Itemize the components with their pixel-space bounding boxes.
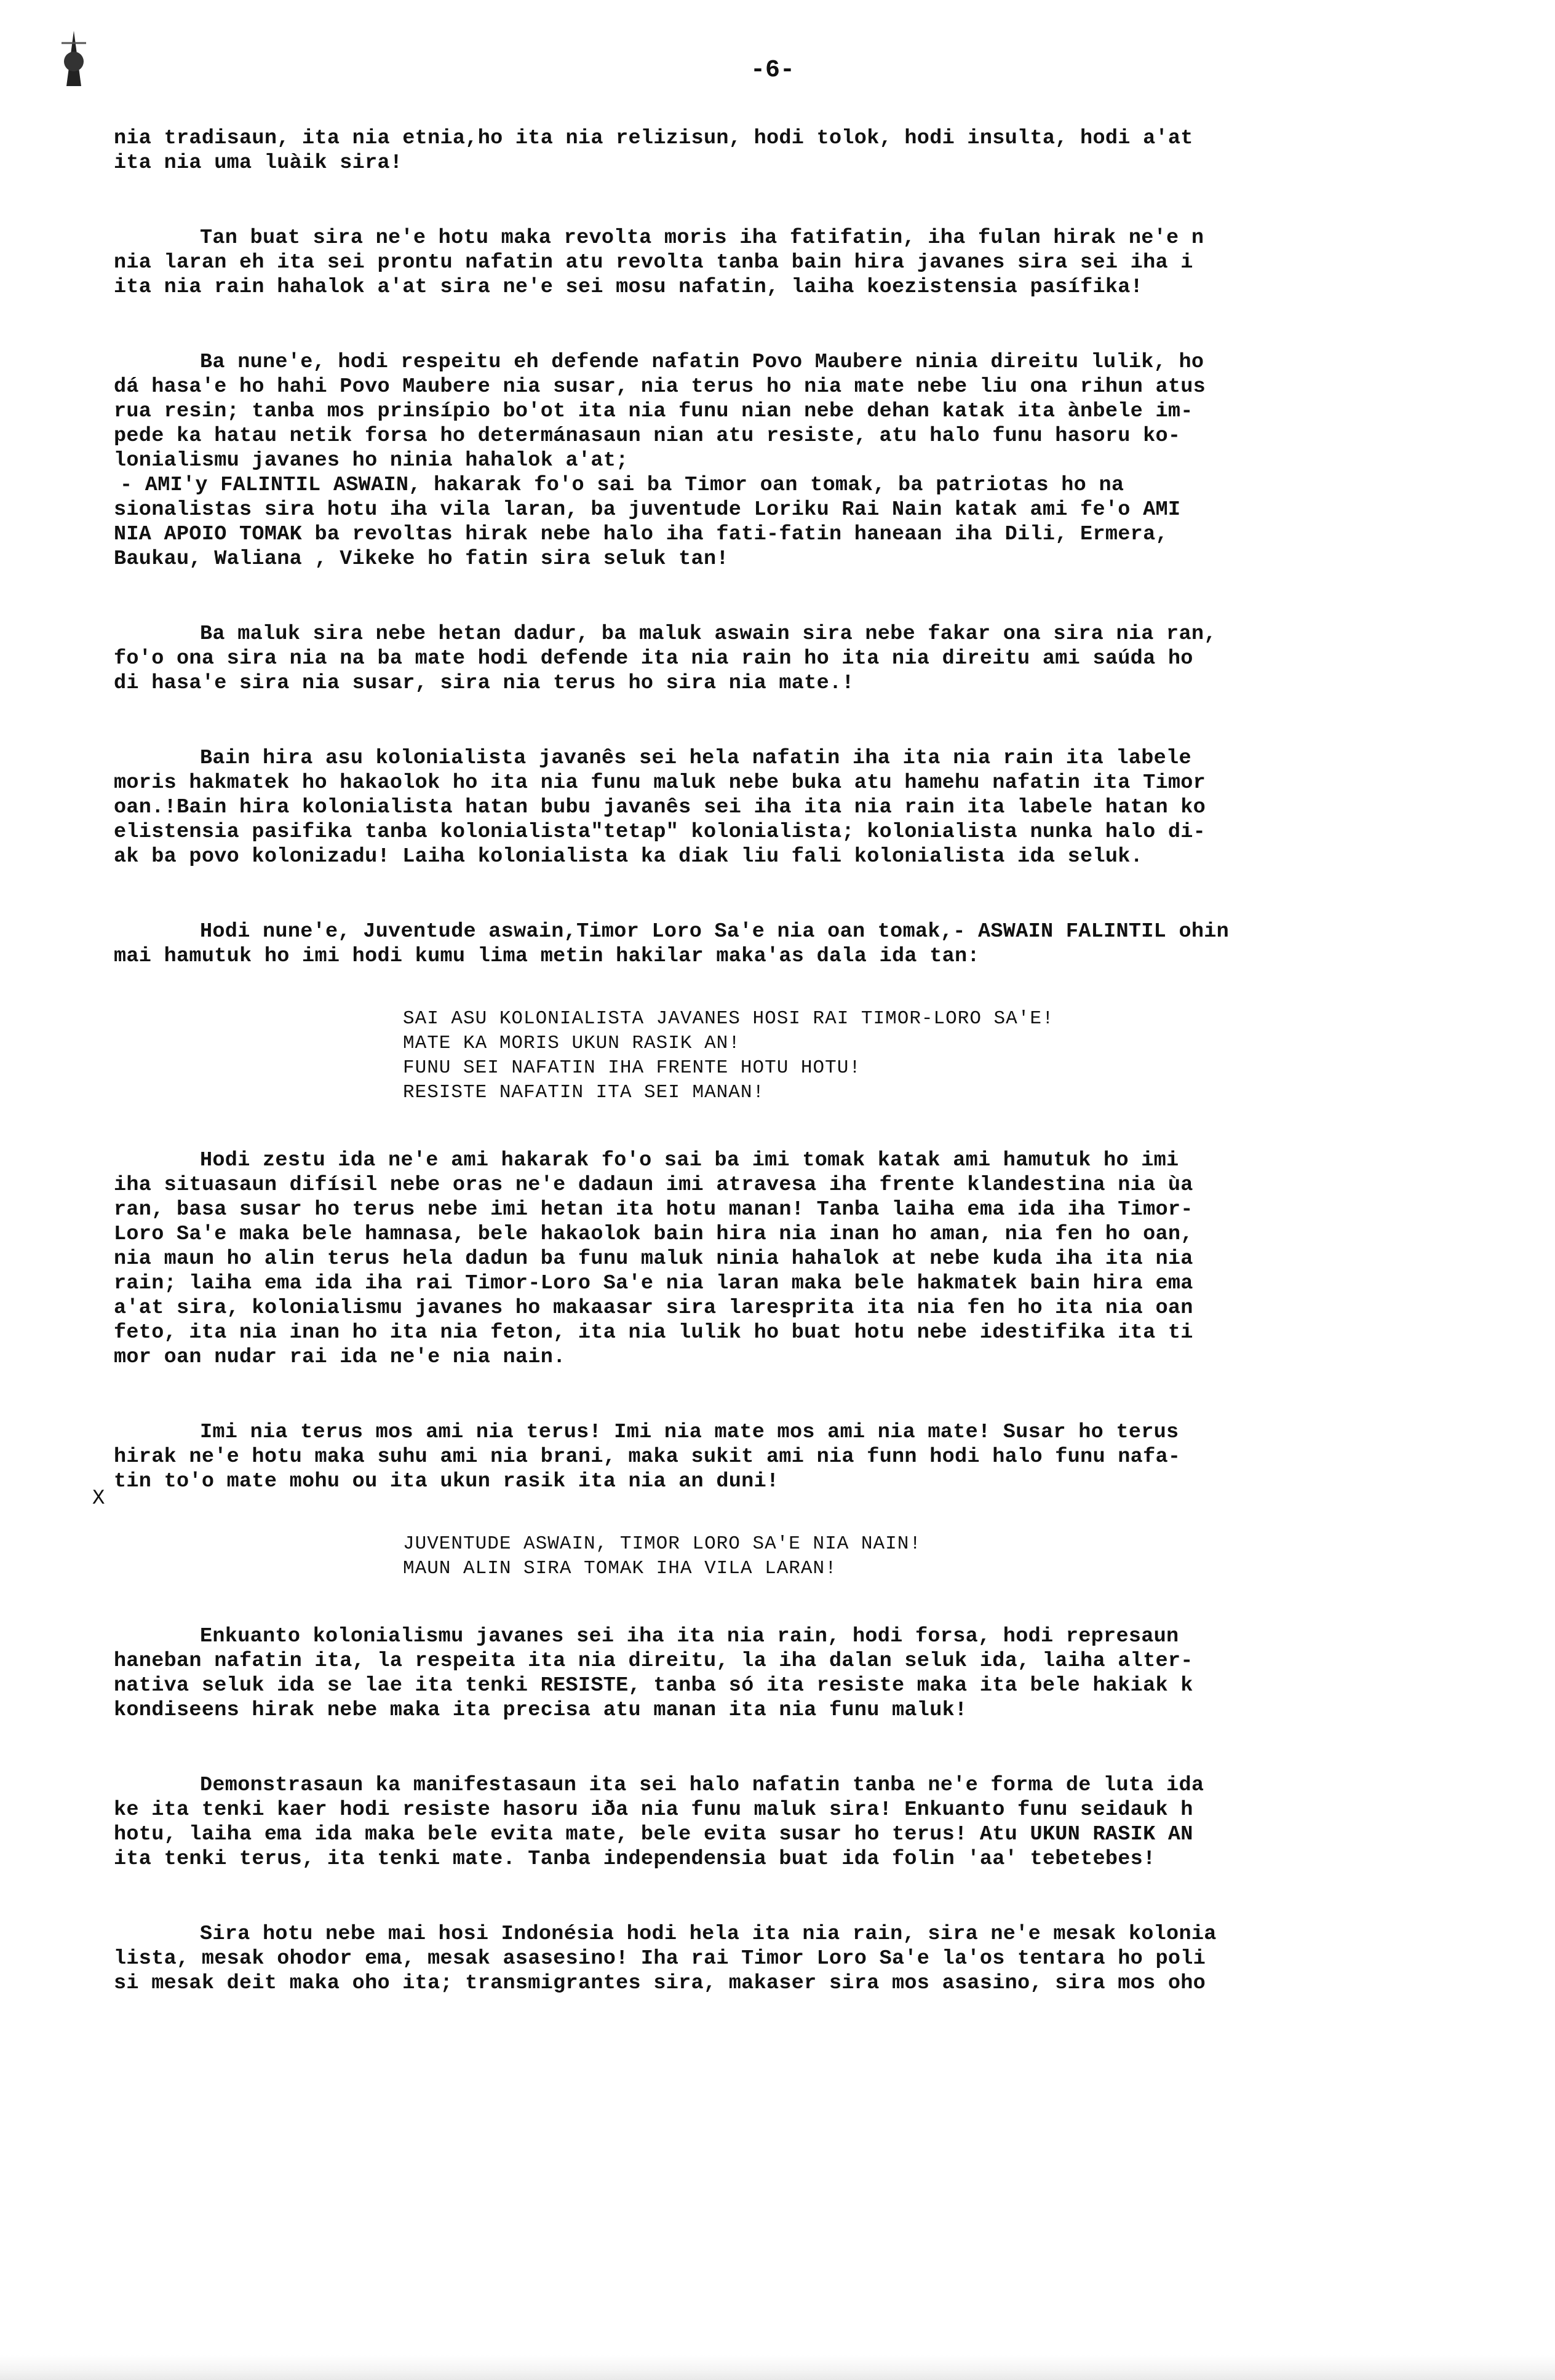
text-line: Hodi nune'e, Juventude aswain,Timor Loro Sa'e nia oan tomak,- ASWAIN FALINTIL ohin	[200, 920, 1230, 943]
paragraph	[114, 1624, 1424, 1723]
text-line: Imi nia terus mos ami nia terus! Imi nia mate mos ami nia mate! Susar ho terus	[200, 1421, 1179, 1444]
slogan-line: MATE KA MORIS UKUN RASIK AN!	[403, 1033, 741, 1054]
text-line: si mesak deit maka oho ita; transmigrantes sira, makaser sira mos asasino, sira mos oho	[114, 1972, 1206, 1995]
paragraph	[114, 1922, 1424, 1996]
text-line: Enkuanto kolonialismu javanes sei iha ita nia rain, hodi forsa, hodi represaun	[200, 1625, 1179, 1648]
paragraph	[114, 1420, 1424, 1494]
text-line: Baukau, Waliana , Vikeke ho fatin sira seluk tan!	[114, 547, 729, 571]
text-line: pede ka hatau netik forsa ho determánasaun nian atu resiste, atu halo funu hasoru ko-	[114, 424, 1181, 448]
text-line: NIA APOIO TOMAK ba revoltas hirak nebe halo iha fati-fatin haneaan iha Dili, Ermera,	[114, 523, 1168, 546]
document-body	[114, 126, 1424, 2046]
paragraph	[114, 1148, 1424, 1370]
text-line: nativa seluk ida se lae ita tenki RESISTE, tanba só ita resiste maka ita bele hakiak k	[114, 1674, 1193, 1697]
margin-mark: X	[92, 1487, 105, 1510]
slogan-line: MAUN ALIN SIRA TOMAK IHA VILA LARAN!	[403, 1558, 837, 1579]
text-line: ran, basa susar ho terus nebe imi hetan ita hotu manan! Tanba laiha ema ida iha Timor-	[114, 1198, 1193, 1221]
slogan-line: SAI ASU KOLONIALISTA JAVANES HOSI RAI TIMOR-LORO SA'E!	[403, 1008, 1054, 1029]
text-line: nia tradisaun, ita nia etnia,ho ita nia relizisun, hodi tolok, hodi insulta, hodi a'at	[114, 127, 1193, 150]
text-line: kondiseens hirak nebe maka ita precisa atu manan ita nia funu maluk!	[114, 1699, 968, 1722]
paragraph	[114, 350, 1424, 571]
text-line: feto, ita nia inan ho ita nia feton, ita nia lulik ho buat hotu nebe idestifika ita ti	[114, 1321, 1193, 1344]
scan-bottom-edge	[0, 2355, 1555, 2380]
text-line: fo'o ona sira nia na ba mate hodi defende ita nia rain ho ita nia direitu ami saúda ho	[114, 647, 1193, 670]
text-line: rain; laiha ema ida iha rai Timor-Loro Sa'e nia laran maka bele hakmatek bain hira ema	[114, 1272, 1193, 1295]
slogan-line: JUVENTUDE ASWAIN, TIMOR LORO SA'E NIA NAIN!	[403, 1533, 921, 1555]
text-line: Hodi zestu ida ne'e ami hakarak fo'o sai ba imi tomak katak ami hamutuk ho imi	[200, 1149, 1179, 1172]
text-line: Loro Sa'e maka bele hamnasa, bele hakaolok bain hira nia inan ho aman, nia fen ho oan,	[114, 1223, 1193, 1246]
slogan-line: RESISTE NAFATIN ITA SEI MANAN!	[403, 1082, 765, 1103]
paragraph	[114, 746, 1424, 869]
text-line: rua resin; tanba mos prinsípio bo'ot ita nia funu nian nebe dehan katak ita ànbele im-	[114, 400, 1193, 423]
paragraph	[114, 226, 1424, 299]
text-line: ak ba povo kolonizadu! Laiha kolonialista ka diak liu fali kolonialista ida seluk.	[114, 845, 1143, 868]
paragraph	[114, 1773, 1424, 1871]
punch-hole-mark-icon	[49, 25, 98, 98]
slogan-block	[403, 1007, 1424, 1105]
text-line: lonialismu javanes ho ninia hahalok a'at;	[114, 449, 629, 472]
text-line: nia laran eh ita sei prontu nafatin atu revolta tanba bain hira javanes sira sei iha i	[114, 251, 1193, 274]
text-line: Sira hotu nebe mai hosi Indonésia hodi hela ita nia rain, sira ne'e mesak kolonia	[200, 1922, 1217, 1946]
text-line: iha situasaun difísil nebe oras ne'e dadaun imi atravesa iha frente klandestina nia ùa	[114, 1173, 1193, 1197]
text-line: elistensia pasifika tanba kolonialista"tetap" kolonialista; kolonialista nunka halo di-	[114, 820, 1206, 844]
slogan-block	[403, 1532, 1424, 1581]
text-line: moris hakmatek ho hakaolok ho ita nia funu maluk nebe buka atu hamehu nafatin ita Timor	[114, 771, 1206, 795]
text-line: Ba maluk sira nebe hetan dadur, ba maluk aswain sira nebe fakar ona sira nia ran,	[200, 622, 1217, 646]
slogan-line: FUNU SEI NAFATIN IHA FRENTE HOTU HOTU!	[403, 1057, 861, 1079]
text-line: Bain hira asu kolonialista javanês sei hela nafatin iha ita nia rain ita labele	[200, 747, 1191, 770]
paragraph	[114, 622, 1424, 696]
page-number: -6-	[750, 57, 795, 84]
text-line: tin to'o mate mohu ou ita ukun rasik ita nia an duni!	[114, 1470, 779, 1493]
text-line: - AMI'y FALINTIL ASWAIN, hakarak fo'o sai ba Timor oan tomak, ba patriotas ho na	[120, 474, 1124, 497]
text-line: hotu, laiha ema ida maka bele evita mate, bele evita susar ho terus! Atu UKUN RASIK AN	[114, 1823, 1193, 1846]
text-line: mor oan nudar rai ida ne'e nia nain.	[114, 1346, 566, 1369]
text-line: lista, mesak ohodor ema, mesak asasesino! Iha rai Timor Loro Sa'e la'os tentara ho poli	[114, 1947, 1206, 1970]
text-line: ke ita tenki kaer hodi resiste hasoru iða nia funu maluk sira! Enkuanto funu seidauk h	[114, 1798, 1193, 1822]
text-line: ita nia uma luàik sira!	[114, 151, 403, 175]
paragraph	[114, 919, 1424, 969]
text-line: Demonstrasaun ka manifestasaun ita sei halo nafatin tanba ne'e forma de luta ida	[200, 1774, 1204, 1797]
text-line: di hasa'e sira nia susar, sira nia terus ho sira nia mate.!	[114, 672, 854, 695]
text-line: a'at sira, kolonialismu javanes ho makaasar sira laresprita ita nia fen ho ita nia oan	[114, 1296, 1193, 1320]
text-line: dá hasa'e ho hahi Povo Maubere nia susar, nia terus ho nia mate nebe liu ona rihun atus	[114, 375, 1206, 399]
text-line: ita tenki terus, ita tenki mate. Tanba independensia buat ida folin 'aa' tebetebes!	[114, 1847, 1156, 1871]
text-line: mai hamutuk ho imi hodi kumu lima metin hakilar maka'as dala ida tan:	[114, 945, 980, 968]
text-line: sionalistas sira hotu iha vila laran, ba juventude Loriku Rai Nain katak ami fe'o AMI	[114, 498, 1181, 522]
text-line: hirak ne'e hotu maka suhu ami nia brani, maka sukit ami nia funn hodi halo funu nafa-	[114, 1445, 1181, 1469]
text-line: Tan buat sira ne'e hotu maka revolta moris iha fatifatin, iha fulan hirak ne'e n	[200, 226, 1204, 250]
text-line: oan.!Bain hira kolonialista hatan bubu javanês sei iha ita nia rain ita labele hatan ko	[114, 796, 1206, 819]
paragraph	[114, 126, 1424, 175]
text-line: nia maun ho alin terus hela dadun ba funu maluk ninia hahalok at nebe kuda iha ita nia	[114, 1247, 1193, 1271]
text-line: Ba nune'e, hodi respeitu eh defende nafatin Povo Maubere ninia direitu lulik, ho	[200, 351, 1204, 374]
text-line: haneban nafatin ita, la respeita ita nia direitu, la iha dalan seluk ida, laiha alter-	[114, 1649, 1193, 1673]
text-line: ita nia rain hahalok a'at sira ne'e sei mosu nafatin, laiha koezistensia pasífika!	[114, 276, 1143, 299]
